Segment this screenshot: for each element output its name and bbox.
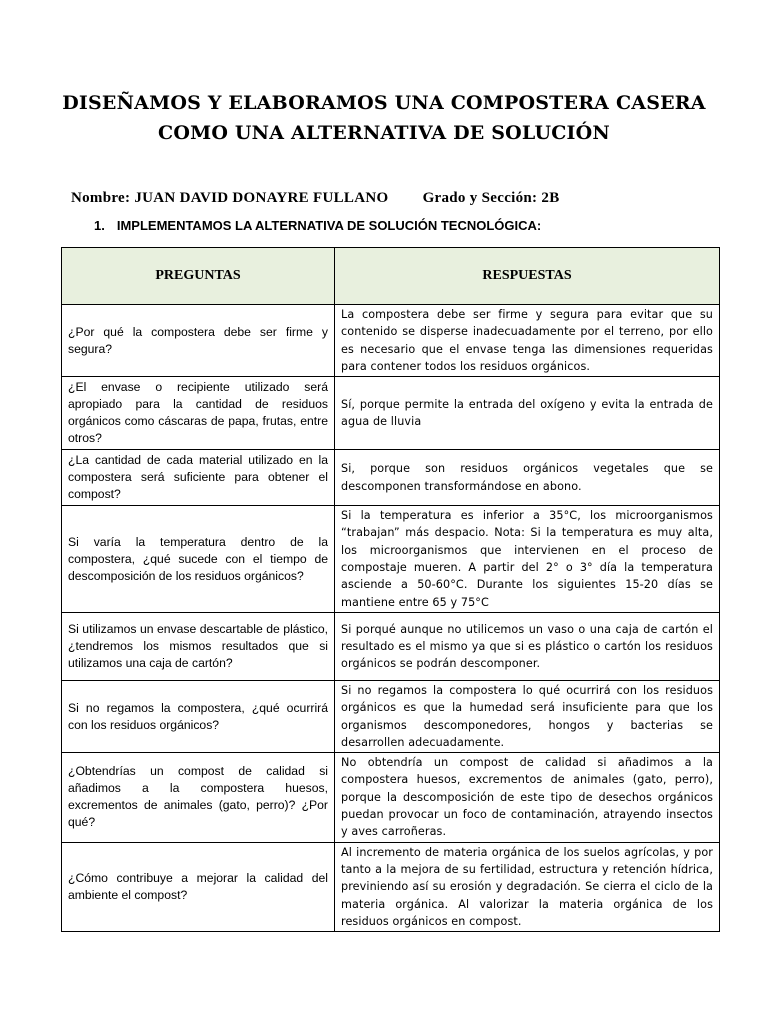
table-row bbox=[62, 506, 720, 613]
answer-cell: Si porqué aunque no utilicemos un vaso o una caja de cartón el resultado es el mismo ya que si es plástico o cartón los residuos orgánicos se podrán descomponer. bbox=[335, 612, 720, 680]
table-row bbox=[62, 305, 720, 377]
question-cell: ¿La cantidad de cada material utilizado en la compostera será suficiente para obtener el compost? bbox=[62, 450, 335, 506]
table-row bbox=[62, 842, 720, 931]
title-line-1: DISEÑAMOS Y ELABORAMOS UNA COMPOSTERA CASERA bbox=[62, 92, 706, 114]
answer-cell: Si no regamos la compostera lo qué ocurrirá con los residuos orgánicos es que la humedad será insuficiente para que los organismos descomponedores, hongos y bacterias se desarrollen adecuadamente. bbox=[335, 680, 720, 752]
answer-cell: Si la temperatura es inferior a 35°C, los microorganismos “trabajan” más despacio. Nota: Si la temperatura es muy alta, los microorganismos que intervienen en el proceso de compostaje mueren. A partir del 2° o 3° día la temperatura asciende a 50-60°C. Durante los siguientes 15-20 días se mantiene entre 65 y 75°C bbox=[335, 506, 720, 613]
question-cell: ¿Por qué la compostera debe ser firme y segura? bbox=[62, 305, 335, 377]
student-info-line bbox=[71, 190, 560, 207]
table-row bbox=[62, 377, 720, 450]
section-title: IMPLEMENTAMOS LA ALTERNATIVA DE SOLUCIÓN TECNOLÓGICA: bbox=[116, 218, 542, 233]
question-cell: Si utilizamos un envase descartable de plástico, ¿tendremos los mismos resultados que si utilizamos una caja de cartón? bbox=[62, 612, 335, 680]
grade-section: Grado y Sección: 2B bbox=[422, 190, 560, 206]
answer-cell: La compostera debe ser firme y segura para evitar que su contenido se disperse inadecuadamente por el terreno, por ello es necesario que el envase tenga las dimensiones requeridas para contener todos los residuos orgánicos. bbox=[335, 305, 720, 377]
table-row bbox=[62, 450, 720, 506]
question-cell: ¿Obtendrías un compost de calidad si añadimos a la compostera huesos, excrementos de animales (gato, perro)? ¿Por qué? bbox=[62, 753, 335, 842]
header-answers: RESPUESTAS bbox=[335, 248, 720, 305]
answer-cell: Al incremento de materia orgánica de los suelos agrícolas, y por tanto a la mejora de su fertilidad, estructura y retención hídrica, previniendo así su erosión y degradación. Se cierra el ciclo de la materia orgánica. Al valorizar la materia orgánica de los residuos orgánicos en compost. bbox=[335, 842, 720, 931]
question-cell: Si varía la temperatura dentro de la compostera, ¿qué sucede con el tiempo de descomposición de los residuos orgánicos? bbox=[62, 506, 335, 613]
section-heading bbox=[94, 218, 541, 233]
section-number: 1. bbox=[94, 218, 105, 233]
table-row bbox=[62, 612, 720, 680]
table-header-row bbox=[62, 248, 720, 305]
question-cell: ¿Cómo contribuye a mejorar la calidad del ambiente el compost? bbox=[62, 842, 335, 931]
title-line-2: COMO UNA ALTERNATIVA DE SOLUCIÓN bbox=[158, 122, 610, 144]
table-row bbox=[62, 753, 720, 842]
student-name: Nombre: JUAN DAVID DONAYRE FULLANO bbox=[71, 190, 389, 206]
answer-cell: Si, porque son residuos orgánicos vegetales que se descomponen transformándose en abono. bbox=[335, 450, 720, 506]
document-title bbox=[0, 88, 768, 148]
question-cell: Si no regamos la compostera, ¿qué ocurrirá con los residuos orgánicos? bbox=[62, 680, 335, 752]
table-row bbox=[62, 680, 720, 752]
header-questions: PREGUNTAS bbox=[62, 248, 335, 305]
answer-cell: No obtendría un compost de calidad si añadimos a la compostera huesos, excrementos de animales (gato, perro), porque la descomposición de este tipo de desechos orgánicos puedan provocar un foco de contaminación, atrayendo insectos y aves carroñeras. bbox=[335, 753, 720, 842]
question-cell: ¿El envase o recipiente utilizado será apropiado para la cantidad de residuos orgánicos como cáscaras de papa, frutas, entre otros? bbox=[62, 377, 335, 450]
answer-cell: Sí, porque permite la entrada del oxígeno y evita la entrada de agua de lluvia bbox=[335, 377, 720, 450]
qa-table bbox=[61, 247, 720, 932]
